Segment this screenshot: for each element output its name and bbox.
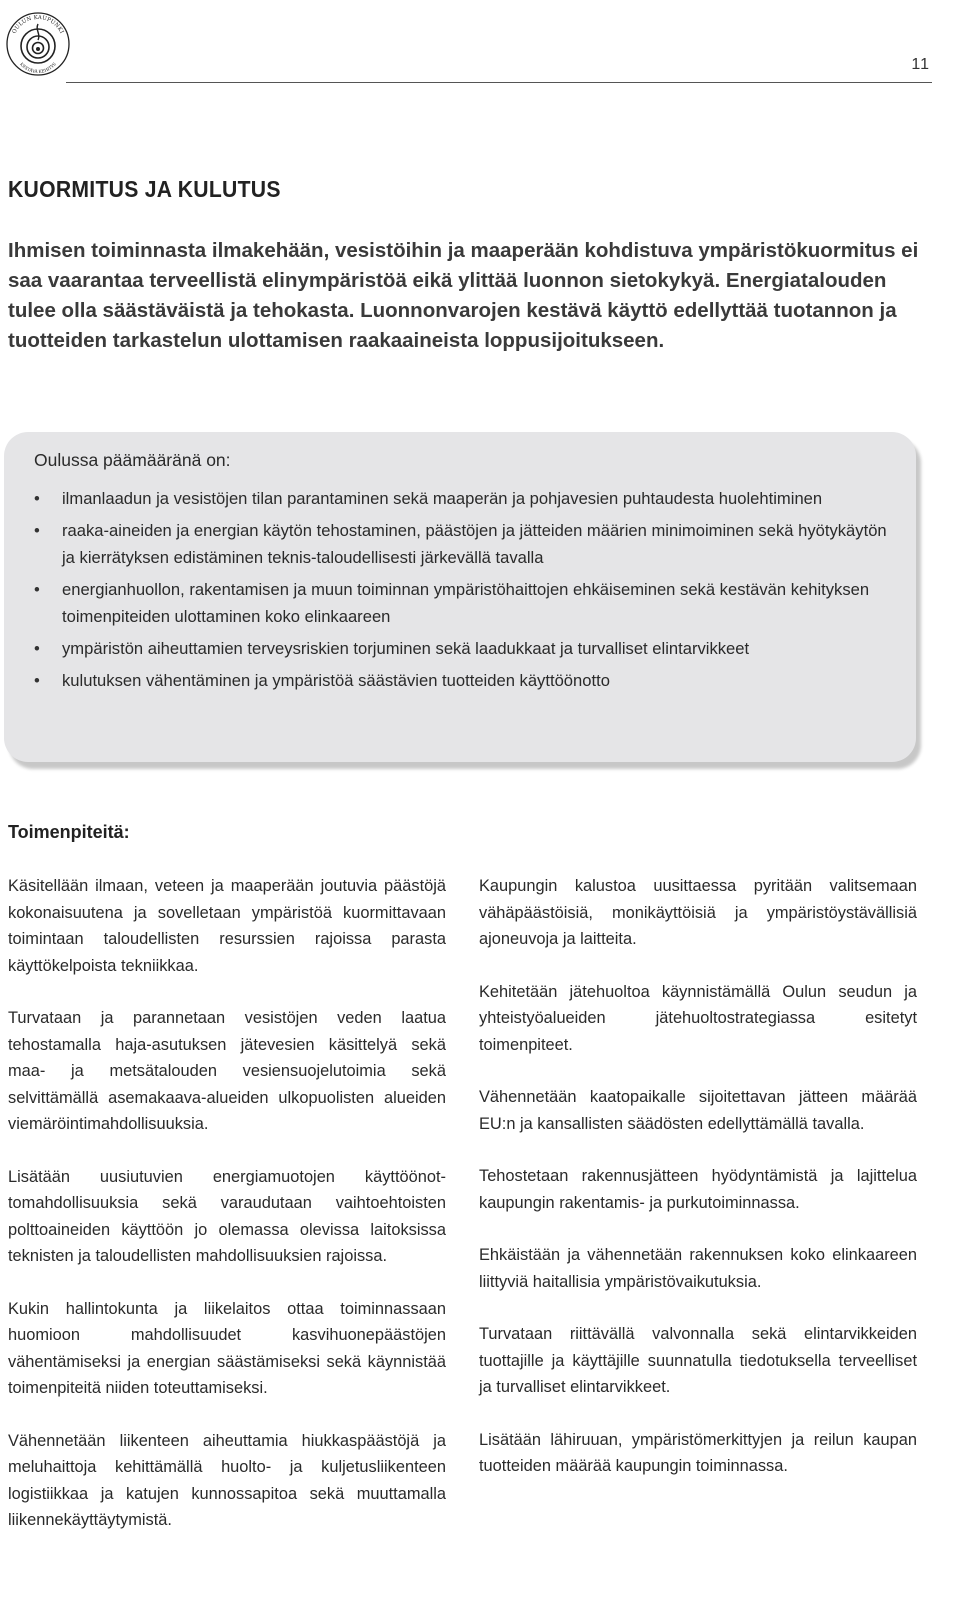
measure-paragraph: Kaupungin kalustoa uusittaessa pyritään valitsemaan vähäpäästöisiä, monikäyttöisiä ja ympäristöystävällisiä ajoneuvoja ja laitteita. [479, 877, 917, 948]
oulu-emblem-logo [4, 10, 72, 78]
svg-text:OULUN KAUPUNKI: OULUN KAUPUNKI [11, 14, 65, 35]
goal-item: • energianhuollon, rakentamisen ja muun toiminnan ympäristöhaittojen ehkäiseminen sekä kestävän kehityksen toimenpiteiden ulottaminen koko elinkaareen [34, 576, 890, 630]
goals-list [34, 485, 890, 694]
goals-heading: Oulussa päämääränä on: [34, 450, 231, 470]
section-title: KUORMITUS JA KULUTUS [8, 176, 281, 202]
measure-paragraph: Kehitetään jätehuoltoa käynnistämällä Oulun seudun ja yhteistyöalueiden jätehuoltostrategiassa esitetyt toimenpiteet. [479, 982, 917, 1054]
measure-paragraph: Turvataan riittävällä valvonnalla sekä elintarvikkeiden tuottajille ja käyttäjille suunnatulla tiedotuksella terveelliset ja turvalliset elintarvikkeet. [479, 1325, 917, 1396]
goal-item: • kulutuksen vähentäminen ja ympäristöä säästävien tuotteiden käyttöönotto [34, 667, 890, 694]
page-number: 11 [911, 56, 930, 73]
goals-box [4, 432, 916, 762]
measure-paragraph: Kukin hallintokunta ja liikelaitos ottaa toiminnassaan huomioon mahdollisuudet kasvihuonepäästöjen vähentämiseksi ja energian säästämiseksi sekä käynnistää toimenpiteitä niiden toteuttamiseksi. [8, 1299, 446, 1397]
measure-paragraph: Käsitellään ilmaan, veteen ja maaperään joutuvia päästöjä kokonaisuutena ja sovelletaan ympäristöä kuormittavaan toimintaan taloudellisten resurssien rajoissa parasta käyttökelpoista tekniikkaa. [8, 877, 446, 975]
svg-text:KESTÄVÄ KEHITYS: KESTÄVÄ KEHITYS [19, 61, 57, 75]
measure-paragraph: Vähennetään liikenteen aiheuttamia hiukkaspäästöjä ja meluhaittoja kehittämällä huolto- ja kuljetusliikenteen logistiikkaa ja katujen kunnossapitoa sekä muuttamalla liikennekäyttäytymistä. [8, 1431, 446, 1529]
measures-heading: Toimenpiteitä: [8, 822, 130, 842]
measure-paragraph: Lisätään uusiutuvien energiamuotojen käyttöönottomahdollisuuksia sekä varaudutaan vaihtoehtoisten polttoaineiden käyttöön jo olemassa olevissa laitoksissa teknisten ja taloudellisten mahdollisuuksien rajoissa. [8, 1167, 446, 1265]
measure-paragraph: Tehostetaan rakennusjätteen hyödyntämistä ja lajittelua kaupungin rakentamis- ja purkutoiminnassa. [479, 1167, 917, 1212]
header-rule [66, 82, 932, 83]
goal-item: • raaka-aineiden ja energian käytön tehostaminen, päästöjen ja jätteiden määrien minimoiminen sekä hyötykäytön ja kierrätyksen edistäminen teknis-taloudellisesti järkevällä tavalla [34, 517, 890, 571]
measure-paragraph: Turvataan ja parannetaan vesistöjen veden laatua tehostamalla haja-asutuksen jätevesien käsittelyä sekä maa- ja metsätalouden vesiensuojelutoimia sekä selvittämällä asemakaava-alueiden ulkopuolisten alueiden viemäröintimahdollisuuksia. [8, 1009, 446, 1133]
goal-item: • ilmanlaadun ja vesistöjen tilan parantaminen sekä maaperän ja pohjavesien puhtaudesta huolehtiminen [34, 485, 890, 512]
measure-paragraph: Lisätään lähiruuan, ympäristömerkittyjen ja reilun kaupan tuotteiden määrää kaupungin toiminnassa. [479, 1430, 917, 1475]
measures-right-column [479, 873, 917, 1506]
goal-item: • ympäristön aiheuttamien terveysriskien torjuminen sekä laadukkaat ja turvalliset elintarvikkeet [34, 635, 890, 662]
measures-left-column [8, 873, 446, 1560]
intro-paragraph: Ihmisen toiminnasta ilmakehään, vesistöihin ja maaperään kohdistuva ympäristökuormitus ei saa vaarantaa terveellistä elinympäristöä eikä ylittää luonnon sietokykyä. Energiatalouden tulee olla säästäväistä ja tehokasta. Luonnonvarojen kestävä käyttö edellyttää tuotannon ja tuotteiden tarkastelun ulottamisen raakaaineista loppusijoitukseen. [8, 239, 919, 352]
measure-paragraph: Ehkäistään ja vähennetään rakennuksen koko elinkaareen liittyviä haitallisia ympäristövaikutuksia. [479, 1246, 917, 1291]
measure-paragraph: Vähennetään kaatopaikalle sijoitettavan jätteen määrää EU:n ja kansallisten säädösten edellyttämällä tavalla. [479, 1088, 917, 1133]
